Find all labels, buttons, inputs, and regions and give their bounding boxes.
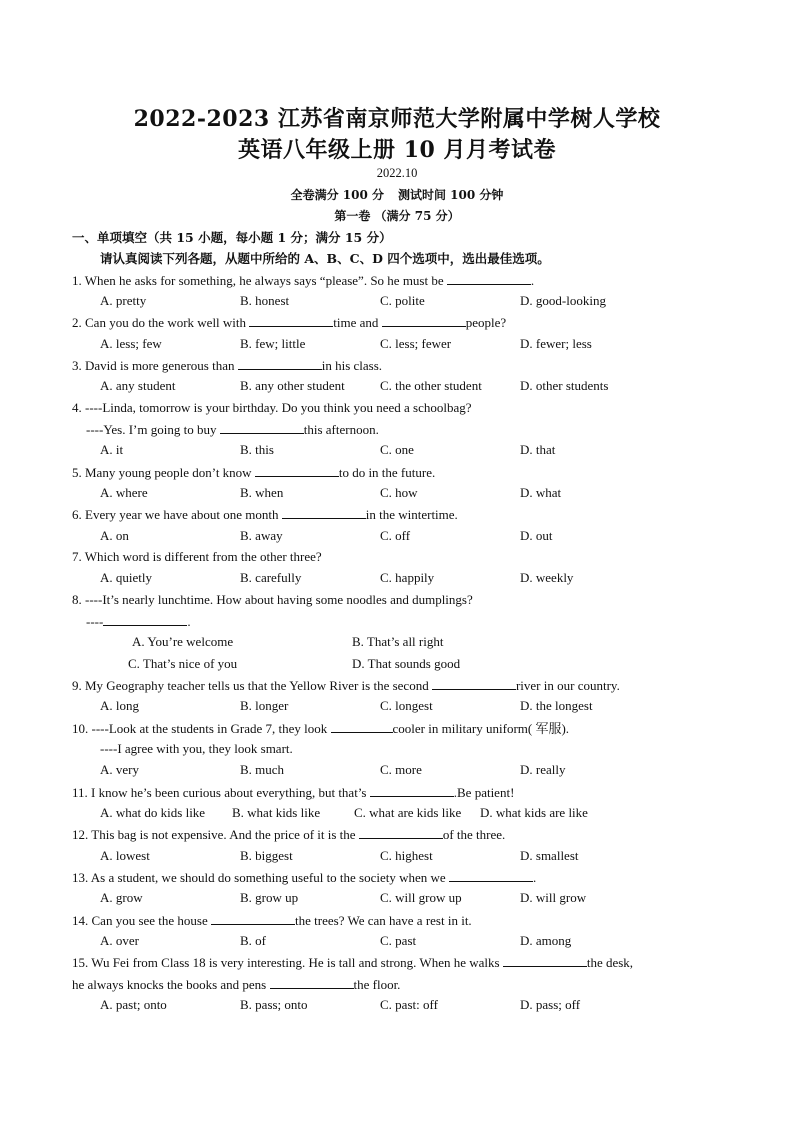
answer-blank: [282, 506, 366, 519]
option: B. pass; onto: [240, 997, 308, 1012]
question-9-stem: 9. My Geography teacher tells us that the Yellow River is the second river in our country.: [72, 678, 620, 693]
question-6-stem: 6. Every year we have about one month in the wintertime.: [72, 507, 458, 522]
option: A. lowest: [100, 848, 150, 863]
answer-blank: [255, 464, 339, 477]
question-15-stem-cont: he always knocks the books and pens the floor.: [72, 977, 401, 992]
option: B. biggest: [240, 848, 293, 863]
question-14-stem: 14. Can you see the house the trees? We can have a rest in it.: [72, 913, 472, 928]
exam-date: 2022.10: [376, 166, 418, 180]
option: B. any other student: [240, 378, 345, 393]
option: B. when: [240, 485, 284, 500]
option: A. what do kids like: [100, 805, 206, 820]
option: C. past: off: [380, 997, 438, 1012]
answer-blank: [331, 720, 393, 733]
option: D. fewer; less: [520, 336, 592, 351]
option: A. grow: [100, 890, 143, 905]
option: C. will grow up: [380, 890, 462, 905]
option: D. will grow: [520, 890, 587, 905]
option: C. less; fewer: [380, 336, 452, 351]
question-4-reply: ----Yes. I’m going to buy this afternoon.: [86, 422, 379, 437]
option: B. carefully: [240, 570, 302, 585]
section-title: 一、单项填空（共 15 小题，每小题 1 分；满分 15 分）: [72, 230, 392, 245]
answer-blank: [220, 421, 304, 434]
answer-blank: [370, 784, 454, 797]
option: C. what are kids like: [354, 805, 462, 820]
option: D. good-looking: [520, 293, 606, 308]
answer-blank: [432, 677, 516, 690]
question-8-stem: 8. ----It’s nearly lunchtime. How about having some noodles and dumplings?: [72, 592, 473, 607]
option: D. other students: [520, 378, 609, 393]
option: D. among: [520, 933, 572, 948]
exam-title-line2: 英语八年级上册 10 月月考试卷: [238, 137, 556, 163]
answer-blank: [503, 954, 587, 967]
option: D. weekly: [520, 570, 574, 585]
answer-blank: [249, 314, 333, 327]
question-15-stem: 15. Wu Fei from Class 18 is very interesting. He is tall and strong. When he walks the desk,: [72, 955, 634, 970]
option: B. longer: [240, 698, 289, 713]
question-12-stem: 12. This bag is not expensive. And the price of it is the of the three.: [72, 827, 506, 842]
option: C. longest: [380, 698, 433, 713]
option: C. off: [380, 528, 411, 543]
option: B. few; little: [240, 336, 306, 351]
question-11-stem: 11. I know he’s been curious about everything, but that’s .Be patient!: [72, 785, 515, 800]
option: D. That sounds good: [352, 656, 461, 671]
option: C. That’s nice of you: [128, 656, 238, 671]
question-10-stem: 10. ----Look at the students in Grade 7, they look cooler in military uniform( 军服).: [72, 721, 570, 736]
option: C. happily: [380, 570, 435, 585]
option: D. pass; off: [520, 997, 581, 1012]
option: B. honest: [240, 293, 290, 308]
option: B. much: [240, 762, 285, 777]
option: A. any student: [100, 378, 176, 393]
option: D. out: [520, 528, 553, 543]
option: D. the longest: [520, 698, 593, 713]
option: C. highest: [380, 848, 433, 863]
question-7-stem: 7. Which word is different from the other three?: [72, 549, 322, 564]
option: C. how: [380, 485, 418, 500]
question-4-stem: 4. ----Linda, tomorrow is your birthday. Do you think you need a schoolbag?: [72, 400, 472, 415]
option: A. You’re welcome: [132, 634, 234, 649]
option: A. very: [100, 762, 139, 777]
option: A. on: [100, 528, 129, 543]
option: B. grow up: [240, 890, 299, 905]
option: A. where: [100, 485, 148, 500]
option: A. over: [100, 933, 139, 948]
option: A. pretty: [100, 293, 147, 308]
option: A. it: [100, 442, 124, 457]
question-8-reply: ---- .: [86, 614, 191, 629]
exam-title-line1: 2022-2023 江苏省南京师范大学附属中学树人学校: [133, 106, 661, 132]
option: A. past; onto: [100, 997, 167, 1012]
option: C. more: [380, 762, 422, 777]
option: C. one: [380, 442, 414, 457]
option: C. the other student: [380, 378, 482, 393]
option: D. smallest: [520, 848, 579, 863]
answer-blank: [449, 869, 533, 882]
full-score: 全卷满分 100 分: [290, 188, 384, 202]
test-time: 测试时间 100 分钟: [398, 188, 504, 202]
option: D. what: [520, 485, 562, 500]
answer-blank: [103, 613, 187, 626]
question-1-stem: 1. When he asks for something, he always says “please”. So he must be .: [72, 273, 535, 288]
option: B. what kids like: [232, 805, 321, 820]
option: B. away: [240, 528, 283, 543]
option: A. quietly: [100, 570, 152, 585]
section-instruction: 请认真阅读下列各题，从题中所给的 A、B、C、D 四个选项中，选出最佳选项。: [100, 251, 550, 266]
answer-blank: [382, 314, 466, 327]
question-2-stem: 2. Can you do the work well with time and people?: [72, 315, 507, 330]
option: B. That’s all right: [352, 634, 444, 649]
option: A. long: [100, 698, 139, 713]
answer-blank: [211, 912, 295, 925]
option: C. past: [380, 933, 417, 948]
option: B. this: [240, 442, 274, 457]
answer-blank: [238, 357, 322, 370]
question-5-stem: 5. Many young people don’t know to do in the future.: [72, 465, 436, 480]
option: C. polite: [380, 293, 425, 308]
answer-blank: [359, 826, 443, 839]
question-10-reply: ----I agree with you, they look smart.: [100, 741, 293, 756]
option: D. really: [520, 762, 566, 777]
option: A. less; few: [100, 336, 162, 351]
option: D. that: [520, 442, 556, 457]
option: D. what kids are like: [480, 805, 588, 820]
exam-info: [0, 186, 794, 203]
question-3-stem: 3. David is more generous than in his class.: [72, 358, 383, 373]
answer-blank: [270, 976, 354, 989]
option: B. of: [240, 933, 266, 948]
volume-heading: 第一卷 （满分 75 分）: [334, 209, 460, 223]
question-13-stem: 13. As a student, we should do something useful to the society when we .: [72, 870, 537, 885]
answer-blank: [447, 272, 531, 285]
